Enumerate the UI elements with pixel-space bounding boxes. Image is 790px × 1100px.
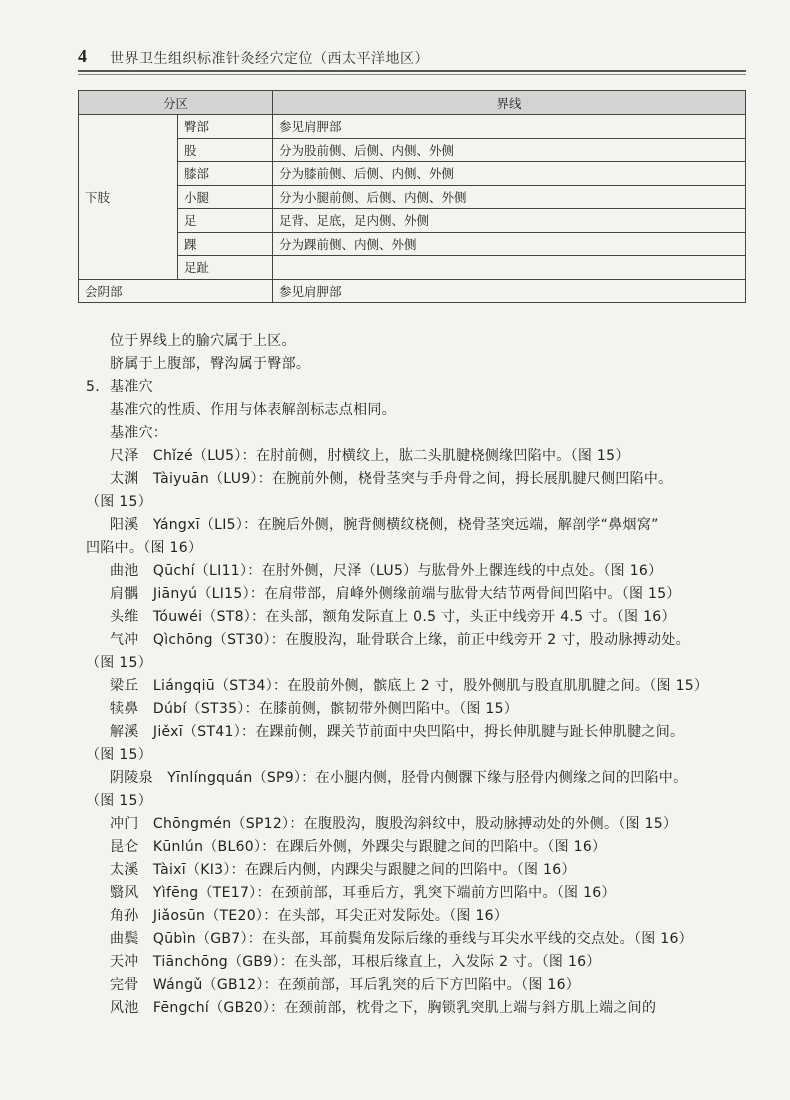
acupoint-line: 天冲 Tiānchōng（GB9）：在头部，耳根后缘直上，入发际 2 寸。（图 16）	[110, 954, 601, 970]
acupoint-line: 解溪 Jiěxī（ST41）：在踝前侧，踝关节前面中央凹陷中，拇长伸肌腱与趾长伸肌腱之间。	[110, 724, 685, 740]
section-number: 5.	[86, 379, 100, 395]
acupoint-line: 角孙 Jiǎosūn（TE20）：在头部，耳尖正对发际处。（图 16）	[110, 908, 509, 924]
boundary-cell: 分为小腿前侧、后侧、内侧、外侧	[273, 185, 746, 209]
acupoint-line: 完骨 Wángǔ（GB12）：在颈前部，耳后乳突的后下方凹陷中。（图 16）	[110, 977, 581, 993]
zone-table	[78, 90, 746, 303]
acupoint-line: （图 15）	[86, 747, 153, 763]
acupoint-line: 太渊 Tàiyuān（LU9）：在腕前外侧，桡骨茎突与手舟骨之间，拇长展肌腱尺侧凹陷中。	[110, 471, 673, 487]
acupoint-line: （图 15）	[86, 793, 153, 809]
acupoint-line: 气冲 Qìchōng（ST30）：在腹股沟，耻骨联合上缘，前正中线旁开 2 寸，股动脉搏动处。	[110, 632, 690, 648]
boundary-cell: 参见肩胛部	[273, 279, 746, 303]
sub-cell: 小腿	[178, 185, 273, 209]
acupoint-line: 太溪 Tàixī（KI3）：在踝后内侧，内踝尖与跟腱之间的凹陷中。（图 16）	[110, 862, 576, 878]
running-header	[78, 46, 746, 70]
table-row	[79, 115, 746, 139]
section-title: 基准穴	[110, 379, 153, 395]
col-header-boundary: 界线	[273, 91, 746, 115]
page-number: 4	[78, 46, 87, 66]
running-title: 世界卫生组织标准针灸经穴定位（西太平洋地区）	[110, 51, 429, 67]
table-header-row	[79, 91, 746, 115]
paragraph: 位于界线上的腧穴属于上区。	[110, 333, 296, 349]
acupoint-line: 翳风 Yìfēng（TE17）：在颈前部，耳垂后方，乳突下端前方凹陷中。（图 16）	[110, 885, 616, 901]
table-row	[79, 138, 746, 162]
acupoint-line: 曲鬓 Qūbìn（GB7）：在头部，耳前鬓角发际后缘的垂线与耳尖水平线的交点处。（图 16）	[110, 931, 693, 947]
acupoint-line: 阳溪 Yángxī（LI5）：在腕后外侧，腕背侧横纹桡侧，桡骨茎突远端，解剖学“鼻烟窝”	[110, 517, 659, 533]
acupoint-line: 梁丘 Liángqiū（ST34）：在股前外侧，髌底上 2 寸，股外侧肌与股直肌肌腱之间。（图 15）	[110, 678, 709, 694]
acupoint-line: 风池 Fēngchí（GB20）：在颈前部，枕骨之下，胸锁乳突肌上端与斜方肌上端之间的	[110, 1000, 657, 1016]
acupoint-line: 阴陵泉 Yīnlíngquán（SP9）：在小腿内侧，胫骨内侧髁下缘与胫骨内侧缘之间的凹陷中。	[110, 770, 688, 786]
group-cell: 下肢	[79, 115, 178, 280]
paragraph: 脐属于上腹部，臀沟属于臀部。	[110, 356, 311, 372]
table-row	[79, 185, 746, 209]
acupoint-line: （图 15）	[86, 655, 153, 671]
table-row	[79, 256, 746, 280]
boundary-cell: 分为股前侧、后侧、内侧、外侧	[273, 138, 746, 162]
header-rule-thin	[78, 74, 746, 75]
acupoint-line: 犊鼻 Dúbí（ST35）：在膝前侧，髌韧带外侧凹陷中。（图 15）	[110, 701, 519, 717]
section-heading	[86, 376, 153, 396]
paragraph: 基准穴：	[110, 425, 168, 441]
sub-cell: 股	[178, 138, 273, 162]
sub-cell: 足趾	[178, 256, 273, 280]
sub-cell: 臀部	[178, 115, 273, 139]
table-row	[79, 209, 746, 233]
sub-cell: 膝部	[178, 162, 273, 186]
acupoint-line: （图 15）	[86, 494, 153, 510]
boundary-cell: 足背、足底，足内侧、外侧	[273, 209, 746, 233]
paragraph: 基准穴的性质、作用与体表解剖标志点相同。	[110, 402, 396, 418]
acupoint-line: 昆仑 Kūnlún（BL60）：在踝后外侧，外踝尖与跟腱之间的凹陷中。（图 16）	[110, 839, 607, 855]
header-rule	[78, 70, 746, 72]
sub-cell: 踝	[178, 232, 273, 256]
zone-cell: 会阴部	[79, 279, 273, 303]
table-row	[79, 279, 746, 303]
acupoint-line: 曲池 Qūchí（LI11）：在肘外侧，尺泽（LU5）与肱骨外上髁连线的中点处。（图 16）	[110, 563, 663, 579]
col-header-zone: 分区	[79, 91, 273, 115]
boundary-cell: 分为膝前侧、后侧、内侧、外侧	[273, 162, 746, 186]
boundary-cell	[273, 256, 746, 280]
boundary-cell: 参见肩胛部	[273, 115, 746, 139]
acupoint-line: 肩髃 Jiānyú（LI15）：在肩带部，肩峰外侧缘前端与肱骨大结节两骨间凹陷中。（图 15）	[110, 586, 681, 602]
acupoint-line: 头维 Tóuwéi（ST8）：在头部，额角发际直上 0.5 寸，头正中线旁开 4.5 寸。（图 16）	[110, 609, 676, 625]
acupoint-line: 凹陷中。（图 16）	[86, 540, 203, 556]
acupoint-line: 尺泽 Chǐzé（LU5）：在肘前侧，肘横纹上，肱二头肌腱桡侧缘凹陷中。（图 15）	[110, 448, 630, 464]
sub-cell: 足	[178, 209, 273, 233]
table-row	[79, 162, 746, 186]
table-row	[79, 232, 746, 256]
boundary-cell: 分为踝前侧、内侧、外侧	[273, 232, 746, 256]
acupoint-line: 冲门 Chōngmén（SP12）：在腹股沟，腹股沟斜纹中，股动脉搏动处的外侧。（图 15）	[110, 816, 678, 832]
